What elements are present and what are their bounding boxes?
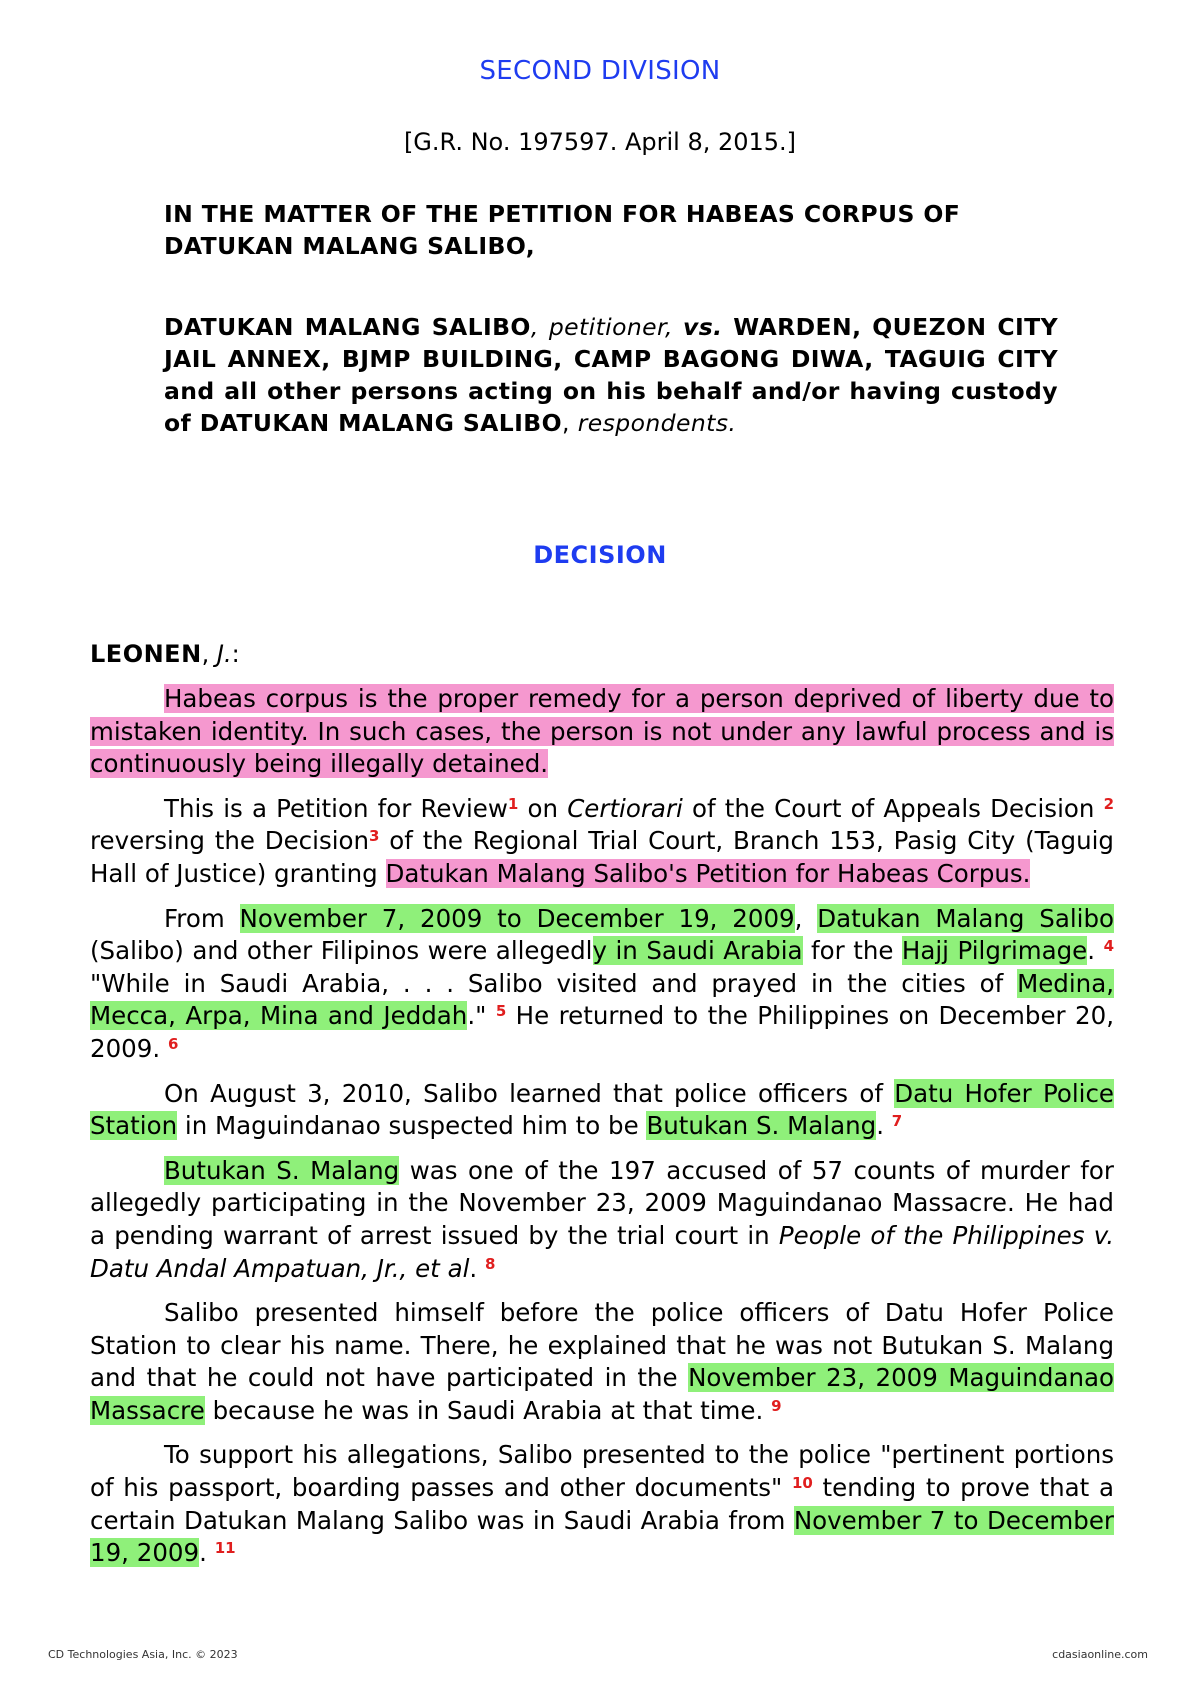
case-number: [G.R. No. 197597. April 8, 2015.] (403, 128, 797, 156)
text-run: . (1087, 936, 1104, 966)
ponente: LEONEN, J.: (90, 640, 240, 668)
text-run: He returned to the Philippines on December 20, 2009. (90, 1001, 1114, 1063)
text-run: This is a Petition for Review (164, 793, 508, 823)
versus: vs. (682, 313, 723, 341)
footnote-link-9[interactable]: 9 (771, 1396, 782, 1415)
paragraph-6 (90, 1297, 1114, 1427)
paragraph-5 (90, 1155, 1114, 1285)
footnote-link-6[interactable]: 6 (167, 1034, 179, 1053)
paragraph-3 (90, 903, 1114, 1066)
footnote-link-5[interactable]: 5 (495, 1002, 507, 1021)
highlight-green: November 23, 2009 Maguindanao Massacre (90, 1363, 1114, 1425)
text-run: . (876, 1111, 892, 1141)
division-heading: SECOND DIVISION (479, 56, 721, 86)
footer-site: cdasiaonline.com (1052, 1648, 1148, 1661)
footnote-link-1[interactable]: 1 (507, 794, 519, 813)
footnote-link-3[interactable]: 3 (369, 827, 380, 846)
petitioner-name: DATUKAN MALANG SALIBO (164, 313, 531, 341)
highlight-green: Hajj Pilgrimage (901, 936, 1088, 966)
ponente-name: LEONEN (90, 640, 202, 668)
case-parties: DATUKAN MALANG SALIBO, petitioner, vs. WARDEN, QUEZON CITY JAIL ANNEX, BJMP BUILDING, CAMP BAGONG DIWA, TAGUIG CITY and all other persons acting on his behalf and/or having custody of DATUKAN MALANG SALIBO, respondents. (164, 313, 1058, 437)
footnote-link-7[interactable]: 7 (891, 1112, 903, 1131)
text-run: in Maguindanao suspected him to be (177, 1111, 647, 1141)
footnote-link-10[interactable]: 10 (791, 1474, 813, 1493)
text-run: . (199, 1538, 215, 1568)
footnote-link-4[interactable]: 4 (1103, 937, 1114, 956)
highlight-green: Butukan S. Malang (164, 1155, 400, 1185)
respondents-label: respondents. (577, 409, 737, 437)
decision-body (90, 683, 1114, 1582)
text-run: . (469, 1253, 485, 1283)
text-run: Salibo presented himself before the police officers of Datu Hofer Police Station to clear his name. There, he explained that he was not Butukan S. Malang and that he could not have participated in the (90, 1298, 1114, 1393)
text-run: From (164, 903, 240, 933)
highlight-green: November 7, 2009 to December 19, 2009 (239, 903, 795, 933)
paragraph-4 (90, 1078, 1114, 1143)
text-run: of the Court of Appeals Decision (682, 793, 1104, 823)
text-run: ." (467, 1001, 496, 1031)
text-run: tending to prove that a certain Datukan Malang Salibo was in Saudi Arabia from (90, 1473, 1114, 1535)
text-run: was one of the 197 accused of 57 counts of murder for allegedly participating in the November 23, 2009 Maguindanao Massacre. He had a pending warrant of arrest issued by the trial court in (90, 1155, 1114, 1250)
paragraph-7 (90, 1439, 1114, 1569)
text-run-italic: Certiorari (567, 793, 683, 823)
text-run: for the (802, 936, 902, 966)
text-run: on (518, 793, 568, 823)
highlight-green: Datukan Malang Salibo (817, 903, 1114, 933)
text-run: because he was in Saudi Arabia at that time. (204, 1395, 772, 1425)
highlight-green: y in Saudi Arabia (592, 936, 803, 966)
footnote-link-2[interactable]: 2 (1103, 794, 1114, 813)
highlight-green: November 7 to December 19, 2009 (90, 1505, 1114, 1568)
respondents-text: WARDEN, QUEZON CITY JAIL ANNEX, BJMP BUILDING, CAMP BAGONG DIWA, TAGUIG CITY and all other persons acting on his behalf and/or having custody of DATUKAN MALANG SALIBO (164, 313, 1058, 437)
text-run: (Salibo) and other Filipinos were allegedl (90, 936, 593, 966)
highlight-green: Butukan S. Malang (646, 1111, 877, 1141)
text-run-italic: People of the Philippines v. Datu Andal Ampatuan, Jr., et al (90, 1220, 1114, 1283)
text-run: of the Regional Trial Court, Branch 153, Pasig City (Taguig Hall of Justice) granting (90, 826, 1114, 888)
highlight-pink: Datukan Malang Salibo's Petition for Habeas Corpus. (385, 858, 1031, 888)
footer-copyright: CD Technologies Asia, Inc. © 2023 (48, 1648, 238, 1661)
text-run: "While in Saudi Arabia, . . . Salibo visited and prayed in the cities of (90, 968, 1018, 998)
paragraph-2 (90, 793, 1114, 891)
ponente-title: J. (216, 640, 232, 668)
footnote-link-11[interactable]: 11 (214, 1539, 236, 1558)
text-run: To support his allegations, Salibo presented to the police "pertinent portions of his passport, boarding passes and other documents" (90, 1440, 1114, 1503)
footnote-link-8[interactable]: 8 (484, 1254, 496, 1273)
case-title: IN THE MATTER OF THE PETITION FOR HABEAS CORPUS OF DATUKAN MALANG SALIBO, (164, 200, 961, 260)
petitioner-label: , petitioner, (530, 313, 683, 341)
highlight-green: Datu Hofer Police Station (90, 1078, 1114, 1141)
text-run: On August 3, 2010, Salibo learned that police officers of (164, 1078, 895, 1108)
text-run: , (794, 903, 818, 933)
decision-heading: DECISION (533, 541, 667, 569)
highlight-pink: Habeas corpus is the proper remedy for a person deprived of liberty due to mistaken identity. In such cases, the person is not under any lawful process and is continuously being illegally detained. (90, 684, 1114, 779)
paragraph-1 (90, 683, 1114, 781)
highlight-green: Medina, Mecca, Arpa, Mina and Jeddah (90, 968, 1114, 1031)
text-run: reversing the Decision (90, 826, 370, 856)
